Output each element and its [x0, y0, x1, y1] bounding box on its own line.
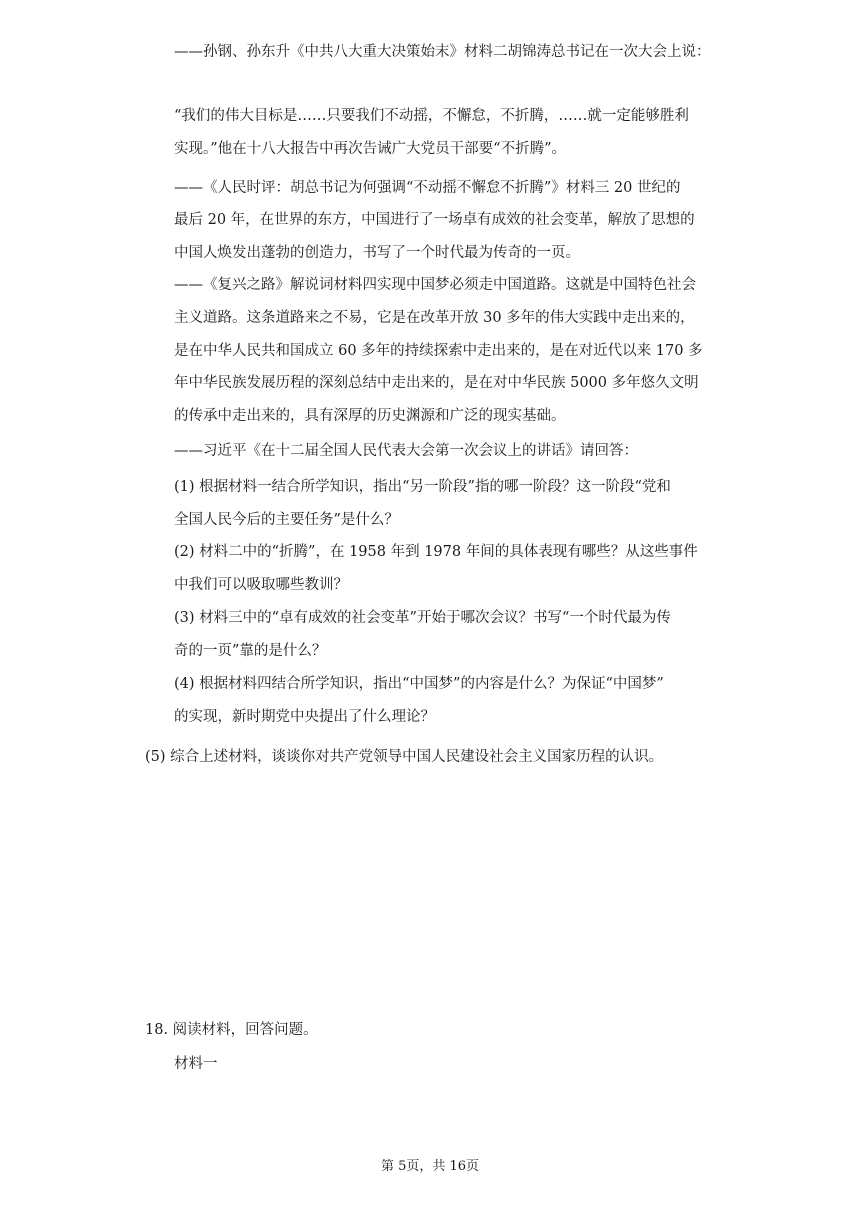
question-3-line-2: 奇的一页”靠的是什么？ — [174, 643, 327, 659]
material-1-label: 材料一 — [174, 1056, 218, 1072]
question-1-line-2: 全国人民今后的主要任务”是什么？ — [174, 512, 399, 528]
question-5: (5) 综合上述材料，谈谈你对共产党领导中国人民建设社会主义国家历程的认识。 — [145, 749, 664, 765]
question-2-line-2: 中我们可以吸取哪些教训？ — [174, 577, 348, 593]
question-1-line-1: (1) 根据材料一结合所学知识，指出“另一阶段”指的哪一阶段？这一阶段“党和 — [174, 479, 671, 495]
question-18-heading: 18. 阅读材料，回答问题。 — [145, 1022, 318, 1038]
text-line: 年中华民族发展历程的深刻总结中走出来的，是在对中华民族 5000 多年悠久文明 — [174, 375, 699, 391]
question-4-line-1: (4) 根据材料四结合所学知识，指出“中国梦”的内容是什么？为保证“中国梦” — [174, 676, 664, 692]
text-line: 实现。”他在十八大报告中再次告诫广大党员干部要“不折腾”。 — [174, 141, 566, 157]
text-line: 的传承中走出来的，具有深厚的历史渊源和广泛的现实基础。 — [174, 408, 566, 424]
text-line: 中国人焕发出蓬勃的创造力，书写了一个时代最为传奇的一页。 — [174, 245, 580, 261]
question-2-line-1: (2) 材料二中的“折腾”，在 1958 年到 1978 年间的具体表现有哪些？从这些事件 — [174, 544, 698, 560]
source-line: ——《复兴之路》解说词材料四实现中国梦必须走中国道路。这就是中国特色社会 — [174, 277, 696, 293]
source-line: ——《人民时评：胡总书记为何强调“不动摇不懈怠不折腾”》材料三 20 世纪的 — [174, 180, 681, 196]
text-line: “我们的伟大目标是……只要我们不动摇，不懈怠，不折腾，……就一定能够胜利 — [174, 108, 689, 124]
question-4-line-2: 的实现，新时期党中央提出了什么理论？ — [174, 709, 435, 725]
text-line: 最后 20 年，在世界的东方，中国进行了一场卓有成效的社会变革，解放了思想的 — [174, 212, 695, 228]
source-line: ——习近平《在十二届全国人民代表大会第一次会议上的讲话》请回答： — [174, 443, 638, 459]
text-line: 是在中华人民共和国成立 60 多年的持续探索中走出来的，是在对近代以来 170 多 — [174, 343, 703, 359]
page-footer: 第 5页，共 16页 — [380, 1159, 480, 1174]
question-3-line-1: (3) 材料三中的“卓有成效的社会变革”开始于哪次会议？书写“一个时代最为传 — [174, 610, 671, 626]
text-line: 主义道路。这条道路来之不易，它是在改革开放 30 多年的伟大实践中走出来的， — [174, 310, 695, 326]
source-line: ——孙钢、孙东升《中共八大重大决策始末》材料二胡锦涛总书记在一次大会上说： — [174, 44, 711, 60]
